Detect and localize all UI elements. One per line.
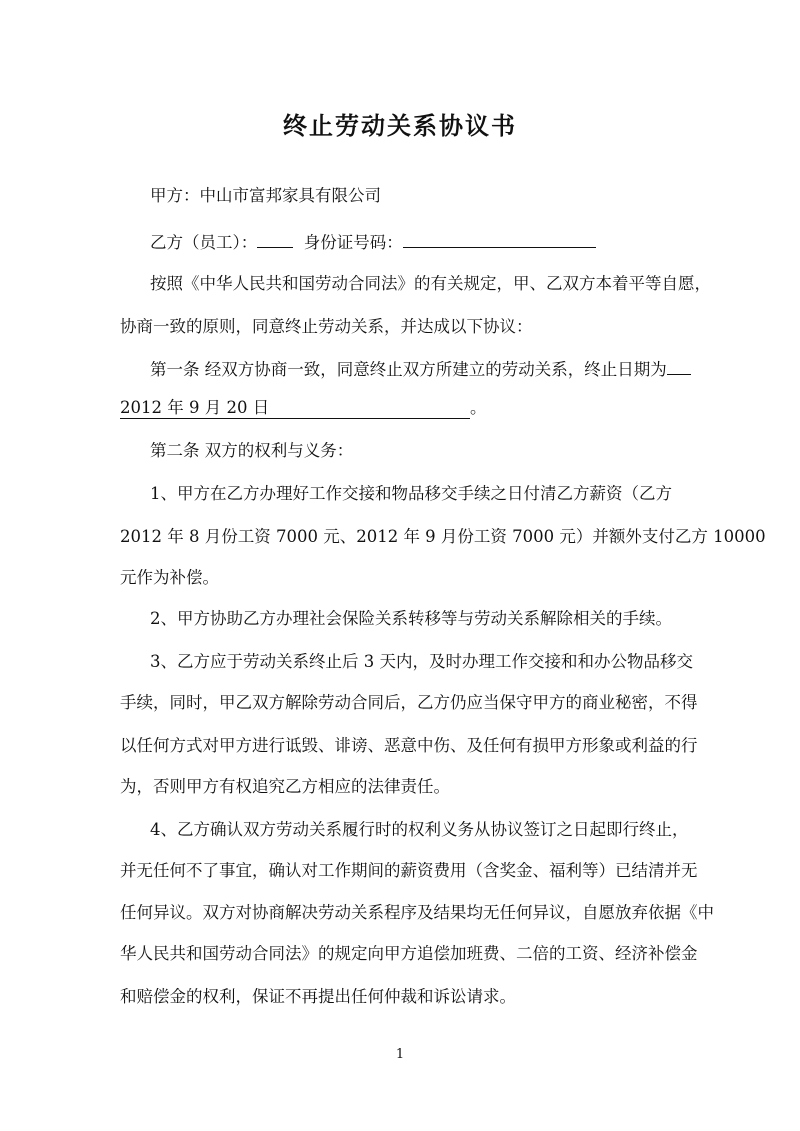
item-4-line-4: 华人民共和国劳动合同法》的规定向甲方追偿加班费、二倍的工资、经济补偿金 (120, 944, 698, 963)
party-b-label: 乙方（员工）： (150, 233, 258, 252)
article-1-line-1 (150, 356, 691, 382)
item-1-line-3: 元作为补偿。 (120, 568, 219, 587)
intro-line-1: 按照《中华人民共和国劳动合同法》的有关规定，甲、乙双方本着平等自愿， (150, 274, 711, 293)
article-1-text: 第一条 经双方协商一致，同意终止双方所建立的劳动关系，终止日期为 (150, 360, 667, 379)
item-4-line-2: 并无任何不了事宜，确认对工作期间的薪资费用（含奖金、福利等）已结清并无 (120, 861, 698, 880)
item-4-line-5: 和赔偿金的权利，保证不再提出任何仲裁和诉讼请求。 (120, 987, 516, 1006)
item-2-line-1: 2、甲方协助乙方办理社会保险关系转移等与劳动关系解除相关的手续。 (150, 609, 672, 628)
item-3-line-2: 手续，同时，甲乙双方解除劳动合同后，乙方仍应当保守甲方的商业秘密，不得 (120, 693, 698, 712)
termination-date: 2012 年 9 月 20 日 (120, 398, 470, 419)
employee-name-blank (257, 229, 293, 248)
item-4-line-3: 任何异议。双方对协商解决劳动关系程序及结果均无任何异议，自愿放弃依据《中 (120, 903, 714, 922)
item-1-line-2: 2012 年 8 月份工资 7000 元、2012 年 9 月份工资 7000 元）并额外支付乙方 10000 (120, 527, 766, 546)
intro-line-2: 协商一致的原则，同意终止劳动关系，并达成以下协议： (120, 317, 533, 336)
document-title: 终止劳动关系协议书 (283, 111, 517, 140)
termination-date-blank-start (667, 356, 691, 375)
item-3-line-1: 3、乙方应于劳动关系终止后 3 天内，及时办理工作交接和和办公物品移交 (150, 652, 693, 671)
party-a-line: 甲方：中山市富邦家具有限公司 (150, 186, 381, 205)
item-3-line-3: 以任何方式对甲方进行诋毁、诽谤、恶意中伤、及任何有损甲方形象或利益的行 (120, 736, 698, 755)
id-number-blank (403, 229, 596, 248)
item-1-line-1: 1、甲方在乙方办理好工作交接和物品移交手续之日付清乙方薪资（乙方 (150, 484, 672, 503)
article-2-title: 第二条 双方的权利与义务： (150, 441, 354, 460)
page-number: 1 (395, 1047, 405, 1062)
article-1-period: 。 (470, 398, 487, 417)
article-1-line-2 (120, 396, 487, 420)
id-number-label: 身份证号码： (303, 233, 403, 252)
item-3-line-4: 为，否则甲方有权追究乙方相应的法律责任。 (120, 777, 450, 796)
item-4-line-1: 4、乙方确认双方劳动关系履行时的权利义务从协议签订之日起即行终止， (150, 820, 689, 839)
party-b-line (150, 229, 596, 255)
